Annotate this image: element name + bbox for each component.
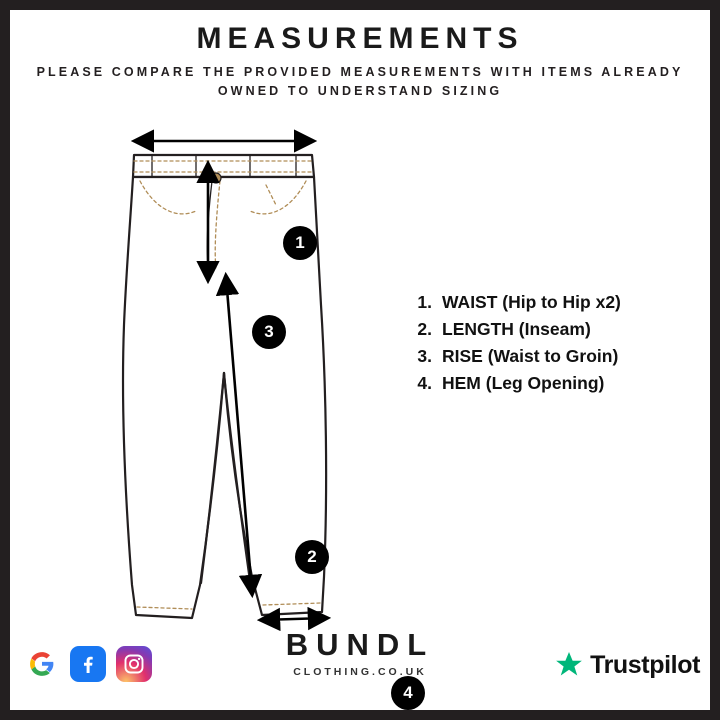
button-detail [211, 173, 221, 183]
legend-number: 2. [417, 319, 432, 339]
badge-length: 2 [295, 540, 329, 574]
legend-item-hem [406, 373, 696, 394]
page-title: MEASUREMENTS [196, 22, 524, 55]
legend-item-waist [406, 292, 696, 313]
page-inner [10, 10, 710, 710]
trustpilot-star-icon [554, 650, 584, 680]
brand-name: BUNDL [285, 627, 435, 662]
legend-label: WAIST (Hip to Hip x2) [442, 292, 621, 312]
badge-rise: 3 [252, 315, 286, 349]
legend-number: 1. [417, 292, 432, 312]
brand-domain: CLOTHING.CO.UK [293, 666, 427, 678]
badge-hem: 4 [391, 676, 425, 710]
page-subtitle: PLEASE COMPARE THE PROVIDED MEASUREMENTS WITH ITEMS ALREADY OWNED TO UNDERSTAND SIZING [36, 65, 684, 99]
measurement-legend [406, 292, 696, 400]
trustpilot-badge[interactable] [554, 650, 700, 680]
jeans-illustration [100, 115, 420, 635]
header [10, 22, 710, 102]
footer [10, 614, 710, 694]
legend-number: 4. [417, 373, 432, 393]
legend-item-length [406, 319, 696, 340]
legend-number: 3. [417, 346, 432, 366]
legend-item-rise [406, 346, 696, 367]
badge-waist: 1 [283, 226, 317, 260]
legend-label: RISE (Waist to Groin) [442, 346, 619, 366]
legend-label: HEM (Leg Opening) [442, 373, 605, 393]
trustpilot-label: Trustpilot [590, 650, 700, 679]
legend-label: LENGTH (Inseam) [442, 319, 591, 339]
